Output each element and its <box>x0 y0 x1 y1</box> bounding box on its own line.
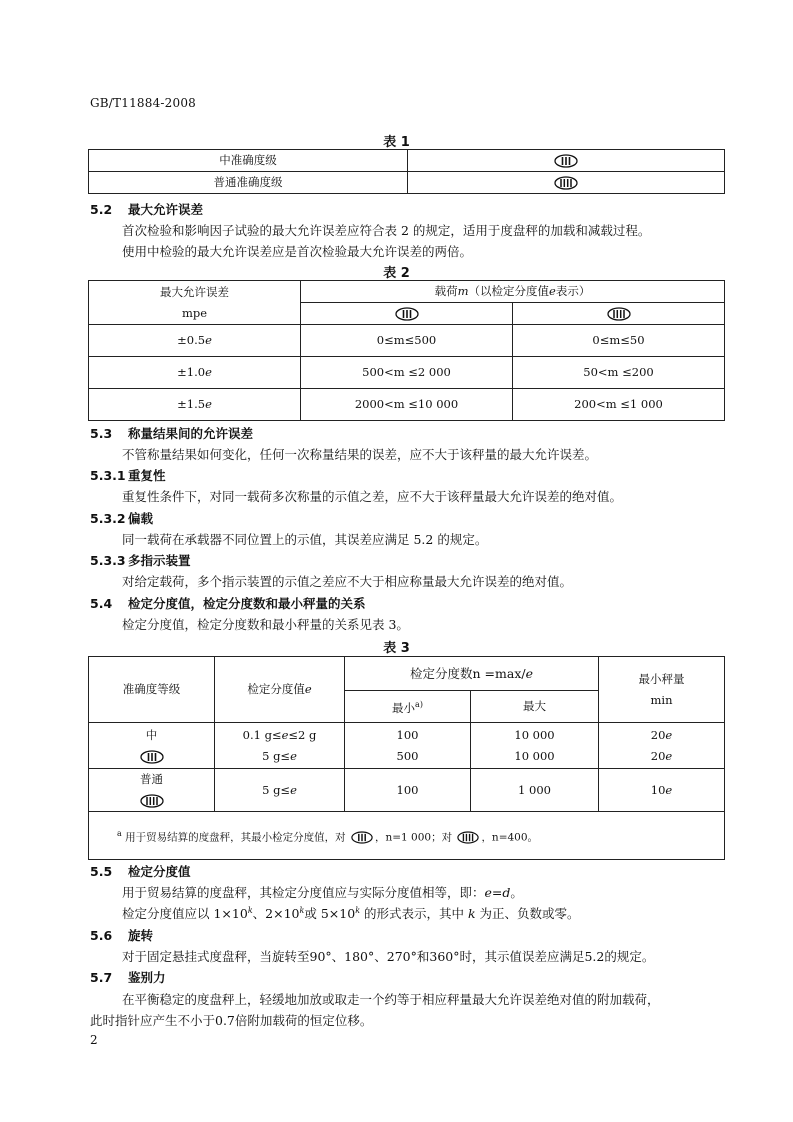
table-1-label-medium: 中准确度级 <box>89 150 408 172</box>
section-5-2-heading: 5.2 最大允许误差 <box>90 202 204 217</box>
table-3-caption: 表 3 <box>383 641 410 656</box>
table-3 <box>88 656 725 860</box>
section-5-3-2-paragraph: 同一载荷在承载器不同位置上的示值，其误差应满足 5.2 的规定。 <box>122 532 488 547</box>
accuracy-class-iii-icon <box>395 307 419 321</box>
section-5-4-heading: 5.4 检定分度值，检定分度数和最小秤量的关系 <box>90 596 366 611</box>
table-3-e-ordinary: 5 g≤e <box>215 769 345 812</box>
table-row <box>89 281 725 303</box>
table-row <box>89 325 725 357</box>
document-id: GB/T11884-2008 <box>90 96 197 110</box>
table-row <box>89 357 725 389</box>
table-2-mpe: ±1.5e <box>89 389 301 421</box>
section-5-3-paragraph: 不管称量结果如何变化，任何一次称量结果的误差，应不大于该秤量的最大允许误差。 <box>122 447 598 462</box>
table-2-mpe: ±1.0e <box>89 357 301 389</box>
section-5-2-paragraph-1: 首次检验和影响因子试验的最大允许误差应符合表 2 的规定，适用于度盘秤的加载和减载过程。 <box>122 223 651 238</box>
section-5-7-paragraph-1: 在平衡稳定的度盘秤上，轻缓地加放或取走一个约等于相应秤量最大允许误差绝对值的附加载荷， <box>122 992 660 1007</box>
section-5-3-1-heading: 5.3.1 重复性 <box>90 468 166 483</box>
table-3-n-max-medium: 10 000 10 000 <box>471 723 599 769</box>
table-1 <box>88 149 725 194</box>
section-5-3-2-heading: 5.3.2 偏载 <box>90 511 154 526</box>
section-5-3-3-heading: 5.3.3 多指示装置 <box>90 553 191 568</box>
section-5-5-paragraph-2: 检定分度值应以 $1\times 10^k$、$2\times 10^k$或 $5\times 10^k$ 的形式表示，其中 k 为正、负数或零。 <box>122 905 580 921</box>
section-5-5-paragraph-1: 用于贸易结算的度盘秤，其检定分度值应与实际分度值相等，即：e=d。 <box>122 885 523 900</box>
accuracy-class-iiii-icon <box>607 307 631 321</box>
table-row <box>89 657 725 691</box>
table-3-class-medium: 中 <box>89 723 215 769</box>
table-2-caption: 表 2 <box>383 266 410 281</box>
accuracy-class-iii-icon <box>140 750 164 764</box>
table-2 <box>88 280 725 421</box>
table-1-mark-cell <box>408 150 725 172</box>
table-3-n-min-medium: 100 500 <box>345 723 471 769</box>
table-2-class3-range: 2000<m ≤10 000 <box>301 389 513 421</box>
table-3-e-medium: 0.1 g≤e≤2 g 5 g≤e <box>215 723 345 769</box>
section-5-4-paragraph: 检定分度值，检定分度数和最小秤量的关系见表 3。 <box>122 617 409 632</box>
accuracy-class-iiii-icon <box>554 176 578 190</box>
section-5-2-paragraph-2: 使用中检验的最大允许误差应是首次检验最大允许误差的两倍。 <box>122 244 473 259</box>
accuracy-class-iiii-icon <box>457 831 479 844</box>
table-3-header-n-min: 最小$^{a)}$ <box>345 691 471 723</box>
table-2-header-mpe: 最大允许误差 mpe <box>89 281 301 325</box>
table-3-header-e: 检定分度值e <box>215 657 345 723</box>
table-3-header-n: 检定分度数n =max/e <box>345 657 599 691</box>
section-5-3-1-paragraph: 重复性条件下，对同一载荷多次称量的示值之差，应不大于该秤量最大允许误差的绝对值。 <box>122 489 623 504</box>
table-3-header-class: 准确度等级 <box>89 657 215 723</box>
table-row <box>89 150 725 172</box>
table-3-header-n-max: 最大 <box>471 691 599 723</box>
table-3-class-ordinary: 普通 <box>89 769 215 812</box>
page-number: 2 <box>90 1033 98 1047</box>
table-row <box>89 172 725 194</box>
table-2-class4-range: 0≤m≤50 <box>513 325 725 357</box>
table-3-n-min-ordinary: 100 <box>345 769 471 812</box>
table-2-header-class-iiii <box>513 303 725 325</box>
accuracy-class-iii-icon <box>554 154 578 168</box>
table-2-class3-range: 500<m ≤2 000 <box>301 357 513 389</box>
table-1-mark-cell <box>408 172 725 194</box>
accuracy-class-iiii-icon <box>140 794 164 808</box>
table-2-class3-range: 0≤m≤500 <box>301 325 513 357</box>
table-2-mpe: ±0.5e <box>89 325 301 357</box>
section-5-3-heading: 5.3 称量结果间的允许误差 <box>90 426 254 441</box>
table-1-label-ordinary: 普通准确度级 <box>89 172 408 194</box>
table-row <box>89 812 725 860</box>
section-5-3-3-paragraph: 对给定载荷，多个指示装置的示值之差应不大于相应称量最大允许误差的绝对值。 <box>122 574 573 589</box>
table-row <box>89 769 725 812</box>
table-2-class4-range: 200<m ≤1 000 <box>513 389 725 421</box>
section-5-7-paragraph-2: 此时指针应产生不小于0.7倍附加载荷的恒定位移。 <box>90 1013 373 1028</box>
table-3-min-weight-ordinary: 10e <box>599 769 725 812</box>
table-3-min-weight-medium: 20e 20e <box>599 723 725 769</box>
table-1-caption: 表 1 <box>383 135 410 150</box>
section-5-6-paragraph: 对于固定悬挂式度盘秤，当旋转至90°、180°、270°和360°时，其示值误差应满足5.2的规定。 <box>122 949 655 964</box>
accuracy-class-iii-icon <box>351 831 373 844</box>
table-3-n-max-ordinary: 1 000 <box>471 769 599 812</box>
table-2-header-load: 载荷m（以检定分度值e表示） <box>301 281 725 303</box>
table-3-header-min-weight: 最小秤量 min <box>599 657 725 723</box>
table-2-class4-range: 50<m ≤200 <box>513 357 725 389</box>
table-3-footnote: $^a$ 用于贸易结算的度盘秤，其最小检定分度值，对 ，n=1 000；对 ，n=400。 <box>89 812 725 860</box>
table-row <box>89 389 725 421</box>
section-5-5-heading: 5.5 检定分度值 <box>90 864 191 879</box>
section-5-6-heading: 5.6 旋转 <box>90 928 154 943</box>
section-5-7-heading: 5.7 鉴别力 <box>90 970 166 985</box>
table-2-header-class-iii <box>301 303 513 325</box>
table-row <box>89 723 725 769</box>
